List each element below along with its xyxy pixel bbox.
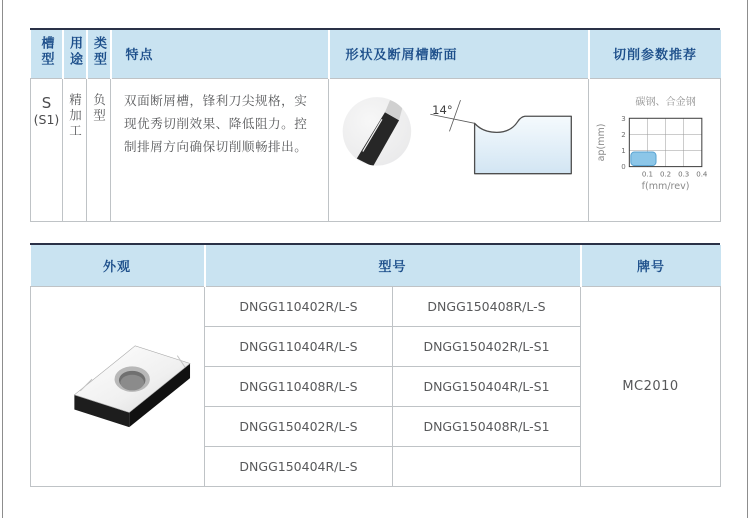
chart-ylabel: ap(mm) [596,122,608,161]
model-number: DNGG150402R/L-S [205,406,393,446]
cutting-params-chart [589,79,720,221]
model-number: DNGG110408R/L-S [205,366,393,406]
header-cutting-params: 切削参数推荐 [589,30,721,78]
header-usage: 用途 [63,30,87,78]
model-row [31,286,721,326]
svg-text:2: 2 [621,129,626,139]
usage-cell: 精加工 [63,78,87,221]
svg-text:1: 1 [621,145,626,155]
header-type: 类型 [87,30,111,78]
cross-section-diagram [430,100,571,174]
chart-title: 碳钢、合金钢 [635,96,696,108]
header-appearance: 外观 [31,245,205,286]
header-grade: 牌号 [581,245,721,286]
slot-type-cell [31,78,63,221]
page-left-rule [2,0,3,518]
slot-type-main: S [41,93,52,112]
appearance-cell [31,286,205,486]
svg-text:0: 0 [621,161,626,171]
chart-xticks [642,169,708,178]
spec-data-row [31,78,721,221]
model-number: DNGG150404R/L-S [205,446,393,486]
model-number [393,446,581,486]
model-number: DNGG110402R/L-S [205,286,393,326]
spec-table [30,28,720,222]
slot-type-sub: (S1) [33,112,60,128]
insert-corner-photo [343,97,411,166]
spec-header-row [31,30,721,78]
svg-text:0.2: 0.2 [659,169,672,179]
insert-photo [31,287,204,486]
svg-text:0.4: 0.4 [696,169,708,179]
model-header-row [31,245,721,286]
shape-section-cell [329,78,589,221]
header-features: 特点 [111,30,329,78]
svg-text:0.1: 0.1 [641,169,654,179]
model-number: DNGG150404R/L-S1 [393,366,581,406]
cutting-params-cell [589,78,721,221]
model-number: DNGG150408R/L-S1 [393,406,581,446]
model-number: DNGG150408R/L-S [393,286,581,326]
model-number: DNGG150402R/L-S1 [393,326,581,366]
type-cell: 负型 [87,78,111,221]
chart-xlabel: f(mm/rev) [641,180,690,192]
header-model: 型号 [205,245,581,286]
header-shape-section: 形状及断屑槽断面 [329,30,589,78]
header-slot-type: 槽型 [31,30,63,78]
recommended-region [631,152,656,166]
page-right-rule [747,0,748,518]
svg-text:0.3: 0.3 [678,169,690,179]
chipbreaker-section-illustration [329,79,588,221]
chart-yticks [621,113,625,170]
features-cell: 双面断屑槽，锋利刀尖规格，实现优秀切削效果、降低阻力。控制排屑方向确保切削顺畅排出。 [111,78,329,221]
svg-text:3: 3 [621,113,626,123]
model-number: DNGG110404R/L-S [205,326,393,366]
model-table [30,243,720,487]
rake-angle-label: 14° [432,102,453,117]
grade-cell: MC2010 [581,286,721,486]
